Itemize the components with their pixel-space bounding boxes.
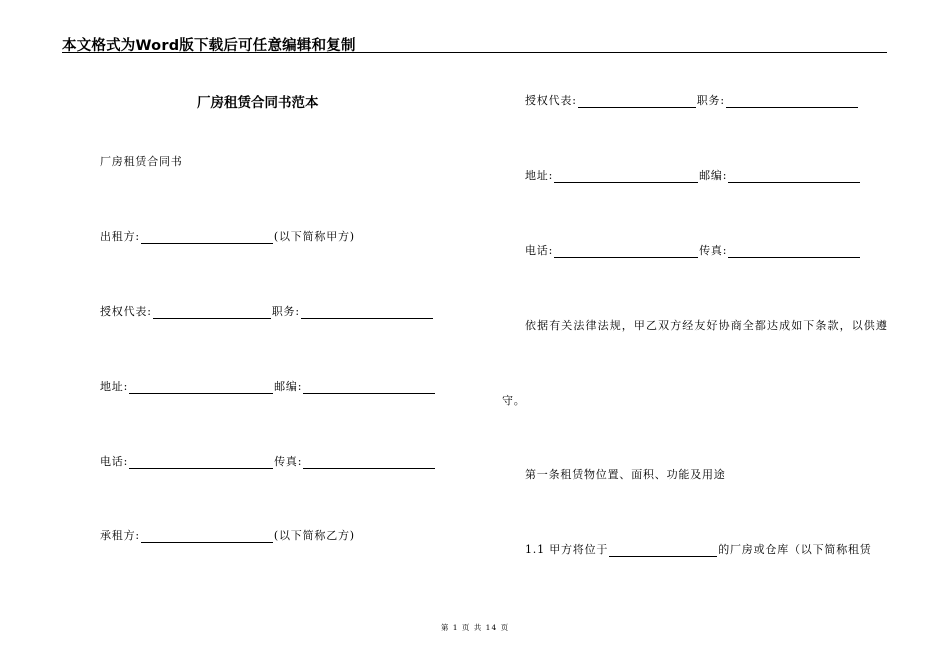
right-rep-blank[interactable] bbox=[578, 95, 696, 108]
left-address-blank[interactable] bbox=[129, 381, 273, 394]
basis-text: 依据有关法律法规，甲乙双方经友好协商全都达成如下条款，以供遵 bbox=[525, 319, 888, 332]
left-phone-label: 电话: bbox=[100, 455, 129, 468]
page-number: 第 1 页 共 14 页 bbox=[440, 623, 510, 632]
clause-1-1-blank[interactable] bbox=[609, 544, 717, 557]
right-address-line bbox=[525, 167, 861, 183]
right-rep-line bbox=[525, 92, 859, 108]
article-1-heading bbox=[525, 466, 726, 482]
left-position-label: 职务: bbox=[271, 305, 300, 318]
lessee-blank[interactable] bbox=[141, 530, 273, 543]
right-position-label: 职务: bbox=[696, 94, 725, 107]
left-position-blank[interactable] bbox=[301, 306, 433, 319]
right-position-blank[interactable] bbox=[726, 95, 858, 108]
right-phone-label: 电话: bbox=[525, 244, 554, 257]
left-fax-label: 传真: bbox=[274, 455, 303, 468]
clause-1-1 bbox=[525, 541, 872, 557]
left-address-line bbox=[100, 378, 436, 394]
basis-paragraph bbox=[525, 317, 888, 333]
right-postcode-blank[interactable] bbox=[728, 170, 860, 183]
right-phone-line bbox=[525, 242, 861, 258]
lessee-label: 承租方: bbox=[100, 529, 140, 542]
lessor-label: 出租方: bbox=[100, 230, 140, 243]
basis-cont-text: 守。 bbox=[502, 394, 526, 407]
clause-1-1-prefix: 1.1 甲方将位于 bbox=[525, 543, 609, 556]
lessor-blank[interactable] bbox=[141, 231, 273, 244]
right-address-blank[interactable] bbox=[554, 170, 698, 183]
lessee-line bbox=[100, 527, 355, 543]
left-address-label: 地址: bbox=[100, 380, 129, 393]
right-address-label: 地址: bbox=[525, 169, 554, 182]
page-title: 厂房租赁合同书范本 bbox=[197, 95, 319, 111]
left-phone-blank[interactable] bbox=[129, 456, 273, 469]
left-rep-line bbox=[100, 303, 434, 319]
right-rep-label: 授权代表: bbox=[525, 94, 577, 107]
lessor-suffix: (以下简称甲方) bbox=[273, 230, 355, 243]
doc-name-text: 厂房租赁合同书 bbox=[100, 155, 183, 168]
doc-name bbox=[100, 153, 183, 169]
lessee-suffix: (以下简称乙方) bbox=[273, 529, 355, 542]
left-fax-blank[interactable] bbox=[303, 456, 435, 469]
right-phone-blank[interactable] bbox=[554, 245, 698, 258]
right-postcode-label: 邮编: bbox=[699, 169, 728, 182]
download-banner: 本文格式为Word版下载后可任意编辑和复制 bbox=[62, 38, 356, 54]
left-phone-line bbox=[100, 453, 436, 469]
left-rep-label: 授权代表: bbox=[100, 305, 152, 318]
lessor-line bbox=[100, 228, 355, 244]
left-postcode-label: 邮编: bbox=[274, 380, 303, 393]
basis-continuation bbox=[502, 392, 526, 408]
clause-1-1-suffix: 的厂房或仓库（以下简称租赁 bbox=[718, 543, 872, 556]
right-fax-label: 传真: bbox=[699, 244, 728, 257]
left-postcode-blank[interactable] bbox=[303, 381, 435, 394]
left-rep-blank[interactable] bbox=[153, 306, 271, 319]
right-fax-blank[interactable] bbox=[728, 245, 860, 258]
header-divider bbox=[62, 52, 887, 53]
article-1-heading-text: 第一条租赁物位置、面积、功能及用途 bbox=[525, 468, 726, 481]
